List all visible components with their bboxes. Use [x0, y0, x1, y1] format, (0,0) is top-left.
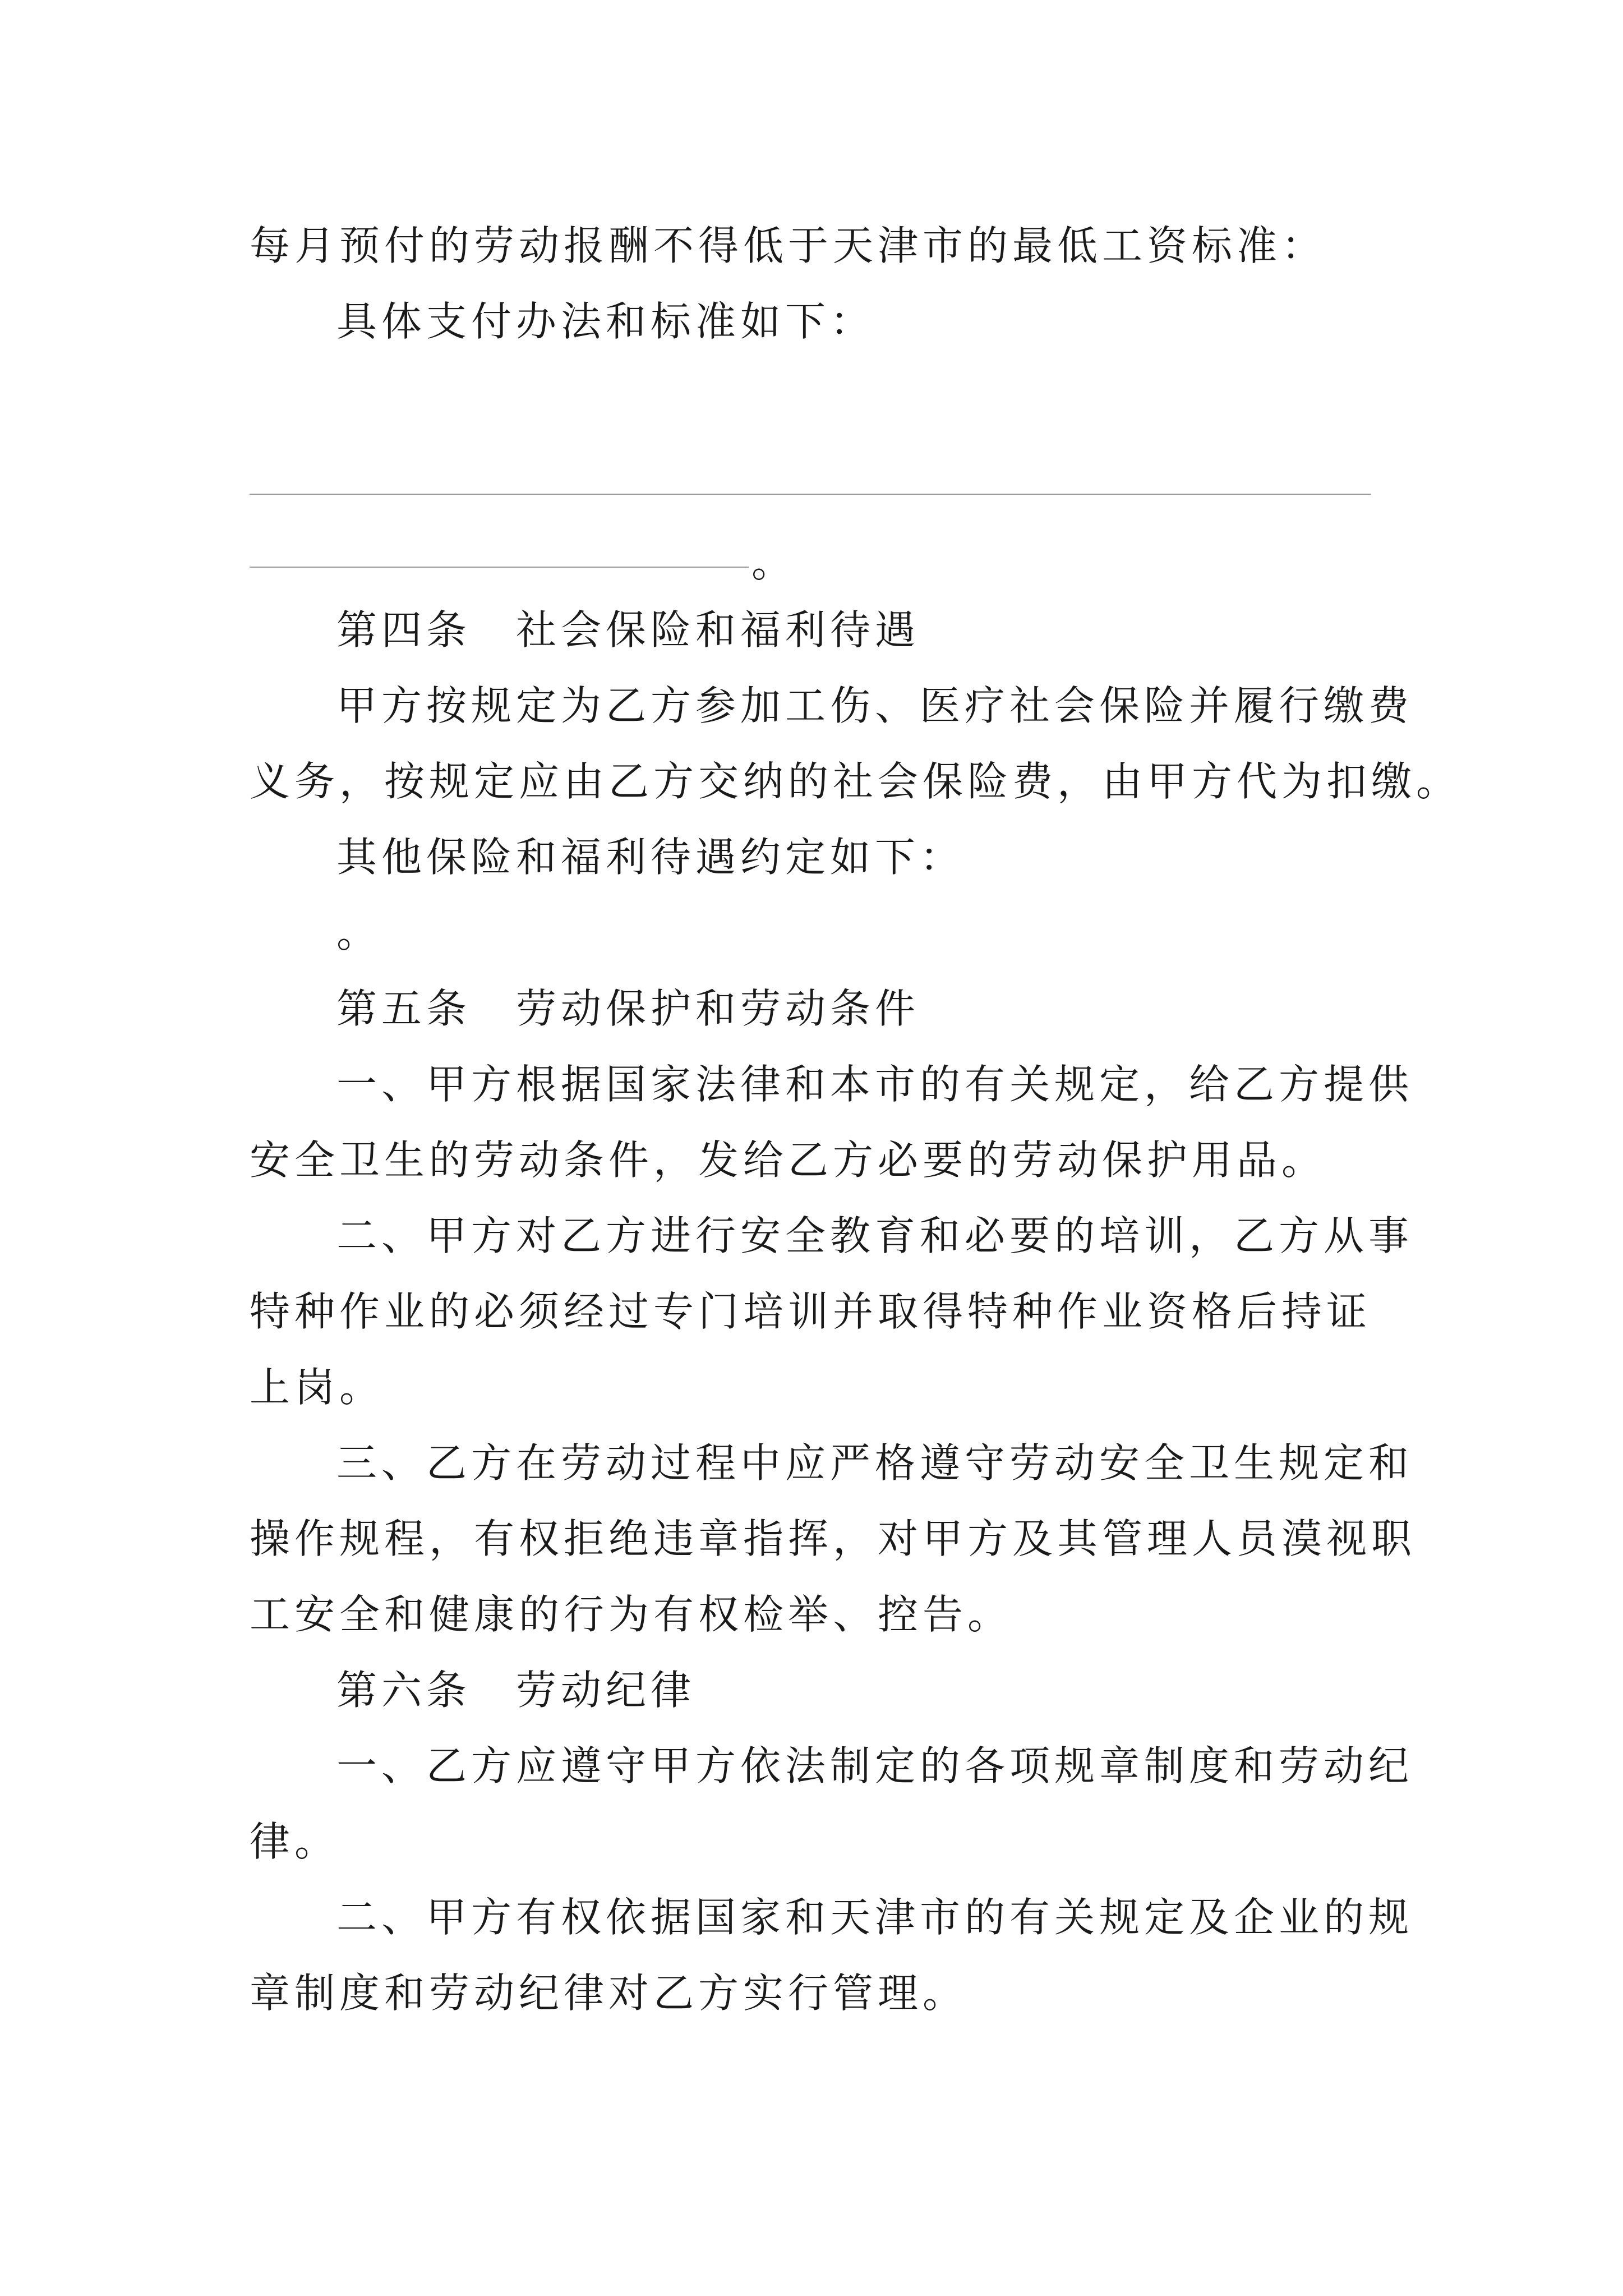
text-line-payment-method: 具体支付办法和标准如下： — [336, 298, 875, 345]
text-line-min-wage: 每月预付的劳动报酬不得低于天津市的最低工资标准： — [250, 222, 1327, 269]
text-line: 工安全和健康的行为有权检举、控告。 — [250, 1591, 1013, 1638]
fill-in-blank-line-1 — [250, 494, 1371, 495]
article-6-heading: 第六条 劳动纪律 — [336, 1667, 696, 1714]
text-line: 二、甲方对乙方进行安全教育和必要的培训，乙方从事 — [336, 1212, 1414, 1259]
text-line: 安全卫生的劳动条件，发给乙方必要的劳动保护用品。 — [250, 1137, 1327, 1184]
text-line: 甲方按规定为乙方参加工伤、医疗社会保险并履行缴费 — [336, 682, 1414, 729]
article-4-heading: 第四条 社会保险和福利待遇 — [336, 606, 920, 654]
text-line: 一、甲方根据国家法律和本市的有关规定，给乙方提供 — [336, 1061, 1414, 1108]
text-line: 三、乙方在劳动过程中应严格遵守劳动安全卫生规定和 — [336, 1439, 1414, 1487]
text-line: 特种作业的必须经过专门培训并取得特种作业资格后持证 — [250, 1288, 1372, 1335]
text-line: 。 — [336, 909, 382, 956]
fill-in-blank-line-2 — [250, 567, 749, 568]
text-line: 一、乙方应遵守甲方依法制定的各项规章制度和劳动纪 — [336, 1742, 1414, 1789]
text-line: 义务，按规定应由乙方交纳的社会保险费，由甲方代为扣缴。 — [250, 758, 1461, 805]
blank-end-mark: 。 — [751, 539, 792, 586]
text-line: 律。 — [250, 1818, 340, 1865]
text-line: 上岗。 — [250, 1364, 385, 1411]
text-line: 二、甲方有权依据国家和天津市的有关规定及企业的规 — [336, 1894, 1414, 1941]
text-line: 操作规程，有权拒绝违章指挥，对甲方及其管理人员漠视职 — [250, 1515, 1417, 1562]
text-line: 章制度和劳动纪律对乙方实行管理。 — [250, 1970, 968, 2017]
text-line: 其他保险和福利待遇约定如下： — [336, 834, 965, 881]
article-5-heading: 第五条 劳动保护和劳动条件 — [336, 985, 920, 1032]
